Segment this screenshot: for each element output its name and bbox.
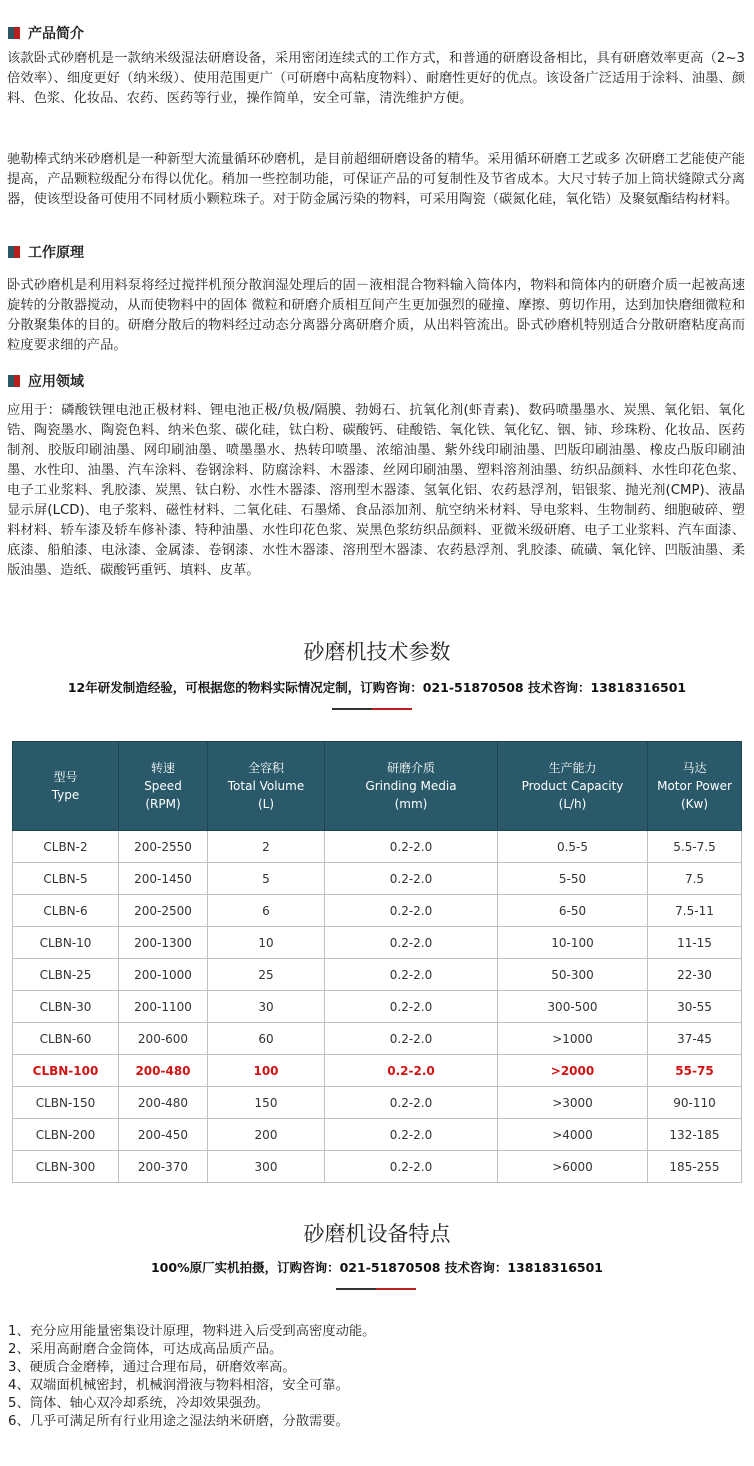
section-title-principle: 工作原理	[28, 245, 84, 261]
intro-paragraph-2: 驰勒棒式纳米砂磨机是一种新型大流量循环砂磨机，是目前超细研磨设备的精华。采用循环研磨工艺或多 次研磨工艺能使产能提高，产品颗粒级配分布得以优化。稍加一些控制功能，可保证产品的可复制性及节省成本。大尺寸转子加上筒状缝隙式分离器，使该型设备可使用不同材质小颗粒珠子。对于防金属污染的物料，可采用陶瓷（碳氮化硅，氧化锆）及聚氨酯结构材料。	[7, 152, 745, 207]
features-divider	[336, 1288, 416, 1290]
cell-motor: 5.5-7.5	[648, 831, 742, 863]
table-row	[13, 1023, 742, 1055]
cell-volume: 300	[208, 1151, 325, 1183]
table-row	[13, 863, 742, 895]
cell-media: 0.2-2.0	[325, 1119, 498, 1151]
cell-volume: 25	[208, 959, 325, 991]
table-row	[13, 1119, 742, 1151]
cell-motor: 132-185	[648, 1119, 742, 1151]
section-marker-icon	[8, 375, 20, 387]
section-header-applications	[8, 371, 84, 391]
cell-capacity: 0.5-5	[498, 831, 648, 863]
cell-media: 0.2-2.0	[325, 959, 498, 991]
cell-speed: 200-480	[119, 1055, 208, 1087]
cell-capacity: >4000	[498, 1119, 648, 1151]
cell-capacity: 300-500	[498, 991, 648, 1023]
table-row	[13, 1055, 742, 1087]
table-row	[13, 1087, 742, 1119]
header-motor: 马达 Motor Power (Kw)	[648, 742, 742, 831]
cell-type: CLBN-30	[13, 991, 119, 1023]
cell-motor: 22-30	[648, 959, 742, 991]
cell-capacity: >6000	[498, 1151, 648, 1183]
spec-subtitle: 12年研发制造经验，可根据您的物料实际情况定制，订购咨询：021-51870508 技术咨询：13818316501	[67, 680, 687, 695]
section-marker-icon	[8, 246, 20, 258]
cell-capacity: 10-100	[498, 927, 648, 959]
cell-type: CLBN-100	[13, 1055, 119, 1087]
cell-media: 0.2-2.0	[325, 1151, 498, 1183]
section-header-principle	[8, 242, 84, 262]
cell-volume: 5	[208, 863, 325, 895]
table-row	[13, 959, 742, 991]
cell-motor: 7.5-11	[648, 895, 742, 927]
table-row	[13, 895, 742, 927]
cell-motor: 90-110	[648, 1087, 742, 1119]
spec-title: 砂磨机技术参数	[303, 640, 451, 664]
cell-motor: 30-55	[648, 991, 742, 1023]
header-capacity: 生产能力 Product Capacity (L/h)	[498, 742, 648, 831]
feature-item: 3、硬质合金磨棒，通过合理布局，研磨效率高。	[8, 1360, 296, 1375]
spec-table	[12, 741, 742, 1183]
section-header-intro	[8, 23, 84, 43]
cell-capacity: 50-300	[498, 959, 648, 991]
features-subtitle: 100%原厂实机拍摄，订购咨询：021-51870508 技术咨询：13818316501	[150, 1260, 603, 1275]
cell-media: 0.2-2.0	[325, 927, 498, 959]
cell-volume: 60	[208, 1023, 325, 1055]
feature-item: 4、双端面机械密封，机械润滑液与物料相溶，安全可靠。	[8, 1378, 349, 1393]
cell-speed: 200-600	[119, 1023, 208, 1055]
cell-type: CLBN-2	[13, 831, 119, 863]
cell-speed: 200-2500	[119, 895, 208, 927]
feature-item: 6、几乎可满足所有行业用途之湿法纳米研磨，分散需要。	[8, 1414, 349, 1429]
section-marker-icon	[8, 27, 20, 39]
cell-speed: 200-1100	[119, 991, 208, 1023]
features-title: 砂磨机设备特点	[303, 1222, 451, 1246]
section-title-intro: 产品简介	[28, 26, 84, 42]
header-media: 研磨介质 Grinding Media (mm)	[325, 742, 498, 831]
cell-type: CLBN-150	[13, 1087, 119, 1119]
cell-type: CLBN-60	[13, 1023, 119, 1055]
cell-volume: 150	[208, 1087, 325, 1119]
table-row	[13, 927, 742, 959]
cell-type: CLBN-10	[13, 927, 119, 959]
cell-speed: 200-1450	[119, 863, 208, 895]
cell-motor: 37-45	[648, 1023, 742, 1055]
cell-type: CLBN-6	[13, 895, 119, 927]
cell-volume: 100	[208, 1055, 325, 1087]
cell-media: 0.2-2.0	[325, 831, 498, 863]
cell-volume: 2	[208, 831, 325, 863]
cell-type: CLBN-5	[13, 863, 119, 895]
cell-speed: 200-370	[119, 1151, 208, 1183]
table-row	[13, 831, 742, 863]
cell-speed: 200-1300	[119, 927, 208, 959]
cell-media: 0.2-2.0	[325, 1055, 498, 1087]
header-speed: 转速 Speed (RPM)	[119, 742, 208, 831]
cell-capacity: >1000	[498, 1023, 648, 1055]
cell-media: 0.2-2.0	[325, 991, 498, 1023]
header-type: 型号 Type	[13, 742, 119, 831]
feature-item: 5、筒体、轴心双冷却系统，冷却效果强劲。	[8, 1396, 270, 1411]
section-title-applications: 应用领域	[28, 374, 84, 390]
applications-paragraph: 应用于：磷酸铁锂电池正极材料、锂电池正极/负极/隔膜、勃姆石、抗氧化剂(虾青素)、数码喷墨墨水、炭黑、氧化铝、氧化锆、陶瓷墨水、陶瓷色料、纳米色浆、碳化硅，钛白粉、碳酸钙、硅酸锆、氧化铁、氧化钇、铟、铈、珍珠粉、化妆品、医药制剂、胶版印刷油墨、网印刷油墨、喷墨墨水、热转印喷墨、浓缩油墨、紫外线印刷油墨、凹版印刷油墨、橡皮凸版印刷油墨、水性印、油墨、汽车涂料、卷钢涂料、防腐涂料、木器漆、丝网印刷油墨、塑料溶剂油墨、纺织品颜料、水性印花色浆、电子工业浆料、乳胶漆、炭黑、钛白粉、水性木器漆、溶刑型木器漆、氢氧化铝、农药悬浮剂，铝银浆、抛光剂(CMP)、液晶显示屏(LCD)、电子浆料、磁性材料、二氧化硅、石墨烯、食品添加剂、航空纳米材料、导电浆料、生物制药、细胞破碎、塑料材料、轿车漆及轿车修补漆、特种油墨、水性印花色浆、炭黑色浆纺织品颜料、亚微米级研磨、电子工业浆料、汽车面漆、底漆、船舶漆、电泳漆、金属漆、卷钢漆、水性木器漆、溶刑型木器漆、农药悬浮剂、乳胶漆、硫磺、氧化锌、凹版油墨、柔版油墨、造纸、碳酸钙重钙、填料、皮革。	[7, 403, 745, 578]
table-row	[13, 1151, 742, 1183]
spec-divider	[332, 708, 412, 710]
feature-item: 2、采用高耐磨合金筒体，可达成高品质产品。	[8, 1342, 283, 1357]
cell-type: CLBN-25	[13, 959, 119, 991]
cell-capacity: >3000	[498, 1087, 648, 1119]
principle-paragraph: 卧式砂磨机是利用料泵将经过搅拌机预分散润湿处理后的固－液相混合物料输入筒体内，物料和筒体内的研磨介质一起被高速旋转的分散器搅动，从而使物料中的固体 微粒和研磨介质相互间产生更加强烈的碰撞、摩擦、剪切作用，达到加快磨细微粒和分散聚集体的目的。研磨分散后的物料经过动态分离器分离研磨介质，从出料管流出。卧式砂磨机特别适合分散研磨粘度高而粒度要求细的产品。	[7, 278, 745, 353]
cell-media: 0.2-2.0	[325, 895, 498, 927]
cell-media: 0.2-2.0	[325, 1087, 498, 1119]
table-row	[13, 991, 742, 1023]
cell-motor: 11-15	[648, 927, 742, 959]
cell-speed: 200-450	[119, 1119, 208, 1151]
cell-media: 0.2-2.0	[325, 1023, 498, 1055]
spec-table-header	[13, 742, 742, 831]
cell-volume: 30	[208, 991, 325, 1023]
header-volume: 全容积 Total Volume (L)	[208, 742, 325, 831]
cell-speed: 200-480	[119, 1087, 208, 1119]
cell-type: CLBN-200	[13, 1119, 119, 1151]
cell-capacity: >2000	[498, 1055, 648, 1087]
cell-speed: 200-2550	[119, 831, 208, 863]
cell-speed: 200-1000	[119, 959, 208, 991]
cell-volume: 10	[208, 927, 325, 959]
cell-volume: 200	[208, 1119, 325, 1151]
cell-volume: 6	[208, 895, 325, 927]
intro-paragraph-1: 该款卧式砂磨机是一款纳米级湿法研磨设备，采用密闭连续式的工作方式，和普通的研磨设备相比，具有研磨效率更高（2~3倍效率）、细度更好（纳米级）、使用范围更广（可研磨中高粘度物料）、耐磨性更好的优点。该设备广泛适用于涂料、油墨、颜料、色浆、化妆品、农药、医药等行业，操作简单，安全可靠，清洗维护方便。	[7, 51, 745, 106]
cell-capacity: 5-50	[498, 863, 648, 895]
cell-capacity: 6-50	[498, 895, 648, 927]
cell-motor: 7.5	[648, 863, 742, 895]
feature-item: 1、充分应用能量密集设计原理，物料进入后受到高密度动能。	[8, 1324, 376, 1339]
cell-media: 0.2-2.0	[325, 863, 498, 895]
cell-type: CLBN-300	[13, 1151, 119, 1183]
cell-motor: 55-75	[648, 1055, 742, 1087]
cell-motor: 185-255	[648, 1151, 742, 1183]
